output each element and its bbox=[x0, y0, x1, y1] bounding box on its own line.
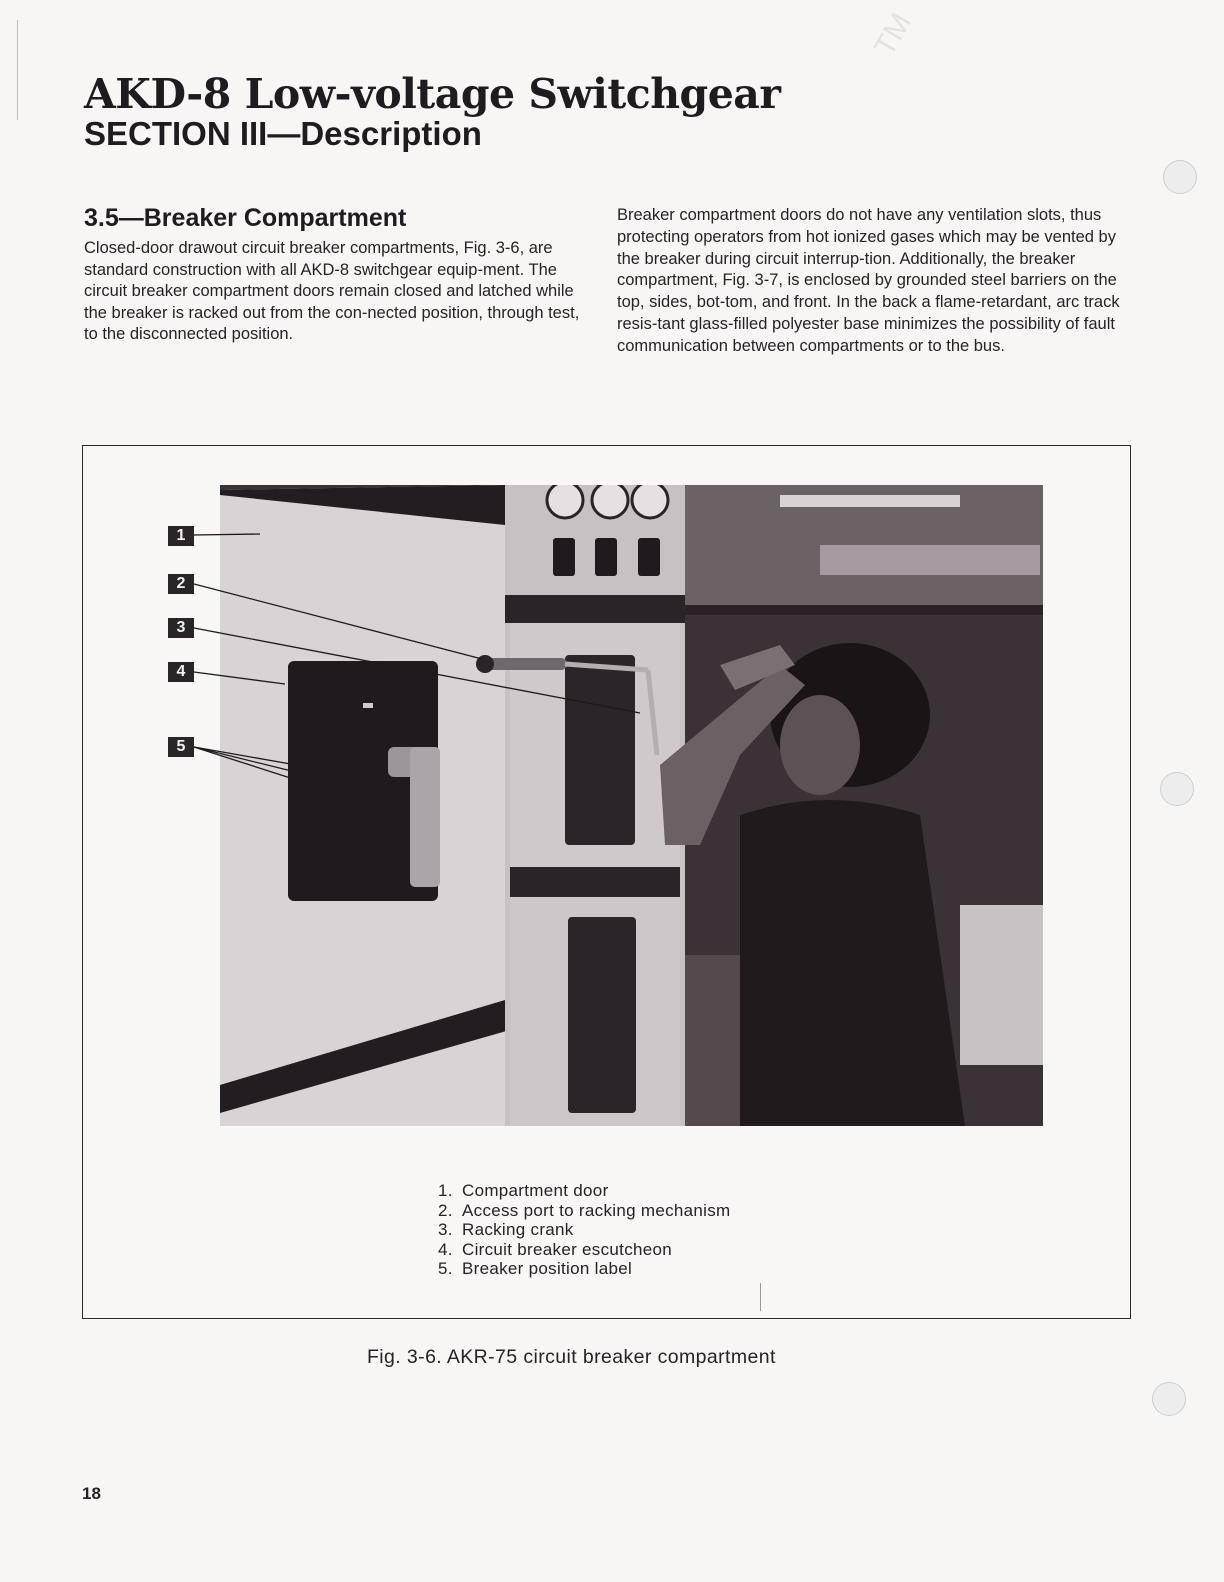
punch-hole bbox=[1152, 1382, 1186, 1416]
figure-caption: Fig. 3-6. AKR-75 circuit breaker compartment bbox=[367, 1346, 776, 1368]
body-text-left: Closed-door drawout circuit breaker compartments, Fig. 3-6, are standard construction with all AKD-8 switchgear equip-ment. The circuit breaker compartment doors remain closed and latched while the breaker is racked out from the con-nected position, through test, to the disconnected position. bbox=[84, 239, 580, 343]
scan-mark bbox=[760, 1283, 761, 1311]
callout-marker-5: 5 bbox=[168, 737, 194, 757]
legend-item: 4. Circuit breaker escutcheon bbox=[438, 1239, 673, 1259]
legend-item: 5. Breaker position label bbox=[438, 1259, 633, 1279]
legend-item: 2. Access port to racking mechanism bbox=[438, 1200, 731, 1220]
binding-edge bbox=[17, 20, 18, 120]
legend-item: 1. Compartment door bbox=[438, 1181, 609, 1200]
document-title: AKD-8 Low-voltage Switchgear bbox=[84, 70, 781, 118]
callout-marker-3: 3 bbox=[168, 618, 194, 638]
breaker-compartment-photo bbox=[220, 485, 1043, 1126]
punch-hole bbox=[1163, 160, 1197, 194]
subsection-heading: 3.5—Breaker Compartment bbox=[84, 204, 407, 232]
legend-item: 3. Racking crank bbox=[438, 1220, 574, 1240]
callout-marker-1: 1 bbox=[168, 526, 194, 546]
callout-marker-4: 4 bbox=[168, 662, 194, 682]
body-text-right: Breaker compartment doors do not have any ventilation slots, thus protecting operators from hot ionized gases which may be vented by the breaker during circuit interrup-tion. Additionally, the breaker compartment, Fig. 3-7, is enclosed by grounded steel barriers on the top, sides, bot-tom, and front. In the back a flame-retardant, arc track resis-tant glass-filled polyester base minimizes the possibility of fault communication between compartments or to the bus. bbox=[617, 206, 1120, 355]
callout-marker-2: 2 bbox=[168, 574, 194, 594]
punch-hole bbox=[1160, 772, 1194, 806]
trademark-watermark: TM bbox=[868, 7, 919, 62]
page-number: 18 bbox=[82, 1484, 101, 1503]
figure-legend bbox=[438, 1181, 730, 1279]
section-title: SECTION III—Description bbox=[84, 115, 482, 152]
